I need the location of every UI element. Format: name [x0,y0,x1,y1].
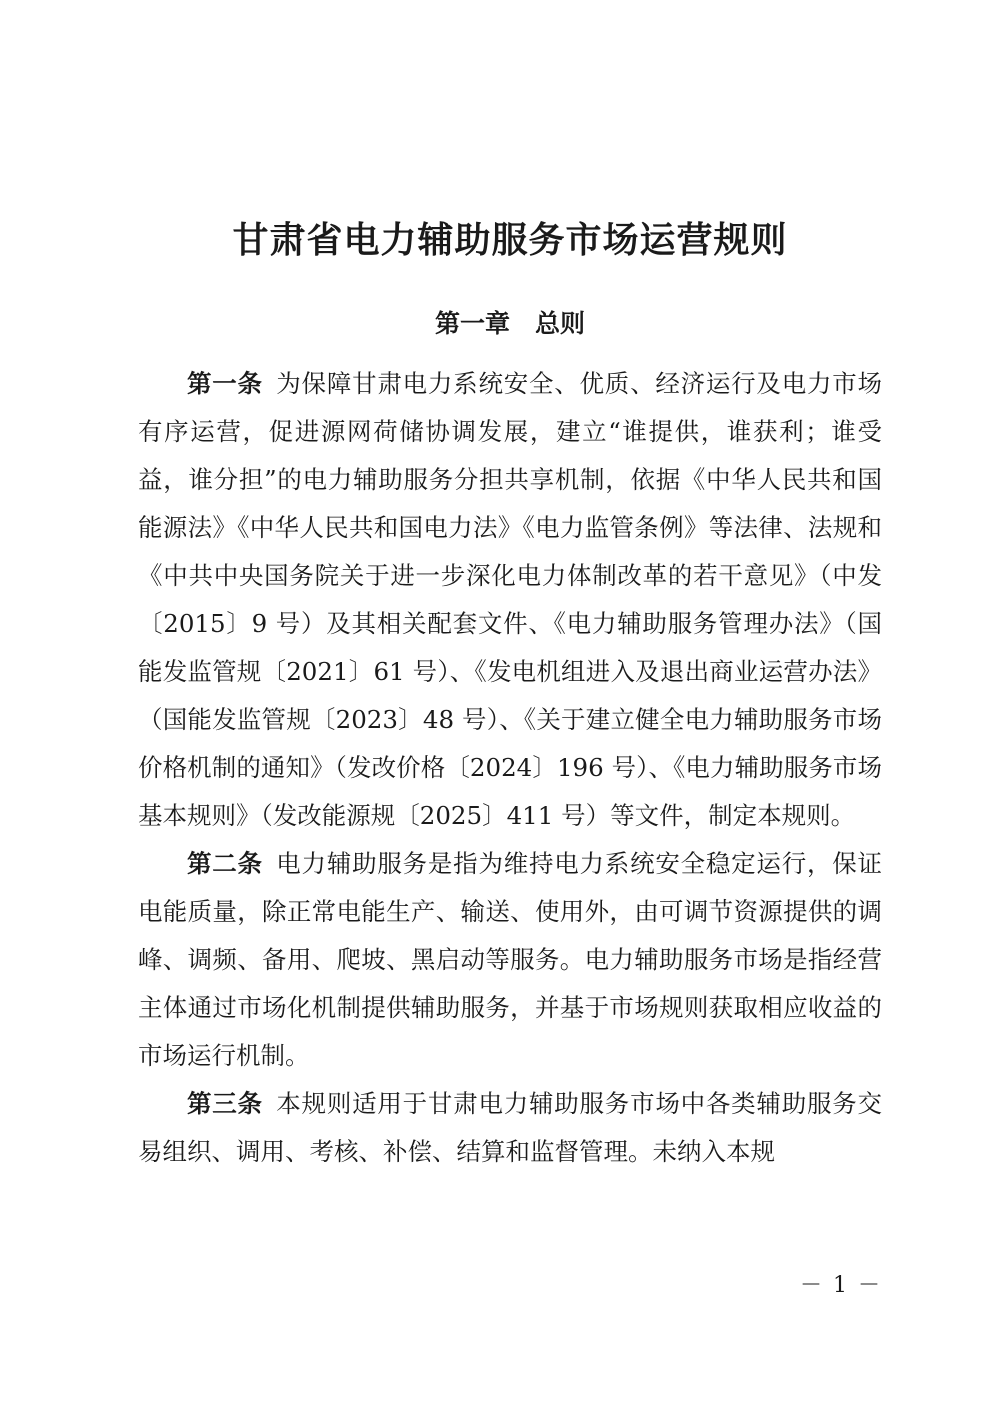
chapter-heading: 第一章 总则 [434,309,585,338]
paragraph-article-1 [138,360,882,840]
paragraph-article-3 [138,1080,882,1176]
article-3-text: 本规则适用于甘肃电力辅助服务市场中各类辅助服务交易组织、调用、考核、补偿、结算和监督管理。未纳入本规 [138,1089,882,1166]
article-2-text: 电力辅助服务是指为维持电力系统安全稳定运行，保证电能质量，除正常电能生产、输送、使用外，由可调节资源提供的调峰、调频、备用、爬坡、黑启动等服务。电力辅助服务市场是指经营主体通过市场化机制提供辅助服务，并基于市场规则获取相应收益的市场运行机制。 [138,849,882,1070]
article-2-label: 第二条 [187,849,263,878]
document-body [138,360,882,1176]
article-1-label: 第一条 [187,369,263,398]
paragraph-article-2 [138,840,882,1080]
page-number: － 1 － [800,1273,882,1298]
document-title: 甘肃省电力辅助服务市场运营规则 [232,219,788,261]
article-1-text: 为保障甘肃电力系统安全、优质、经济运行及电力市场有序运营，促进源网荷储协调发展，建立“谁提供，谁获利；谁受益，谁分担”的电力辅助服务分担共享机制，依据《中华人民共和国能源法》《中华人民共和国电力法》《电力监管条例》等法律、法规和《中共中央国务院关于进一步深化电力体制改革的若干意见》（中发〔2015〕9 号）及其相关配套文件、《电力辅助服务管理办法》（国能发监管规〔2021〕61 号）、《发电机组进入及退出商业运营办法》（国能发监管规〔2023〕48 号）、《关于建立健全电力辅助服务市场价格机制的通知》（发改价格〔2024〕196 号）、《电力辅助服务市场基本规则》（发改能源规〔2025〕411 号）等文件，制定本规则。 [138,369,882,830]
article-3-label: 第三条 [187,1089,263,1118]
